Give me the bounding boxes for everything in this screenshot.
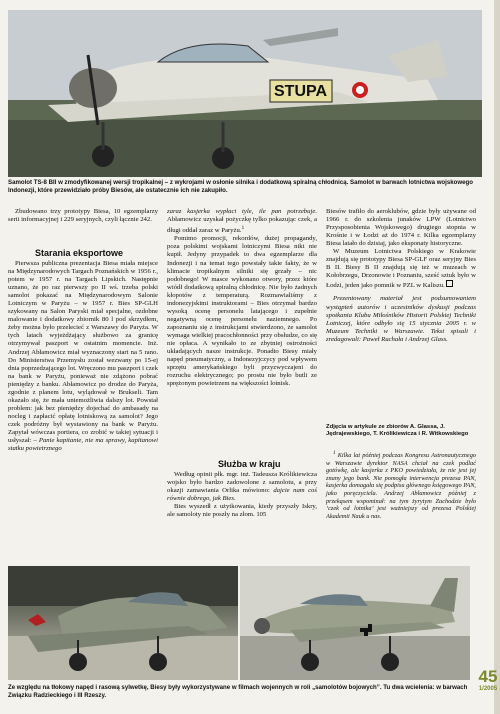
heading-sluzba-w-kraju: Służba w kraju — [218, 459, 281, 469]
col2-p1-text: Abłamowicz uzyskał pożyczkę tylko pokazując czek, a długi oddał zaraz w Paryżu. — [167, 216, 317, 235]
column-1 — [8, 208, 158, 224]
page-edge-strip — [494, 0, 500, 714]
page-number-block — [478, 668, 498, 693]
footnote-body: Kilka lat później podczas Kongresu Astronautycznego w Warszawie dyrektor NASA chciał na czek podlać gotówkę, ale kasjerka z PKO powiedziała, że nie jest jej znany jego bank. Nie pomogła interwencja prezesa PAN, kasjerka domagała się podpisu głównego księgowego PAN, jako poręczyciela. Andrzej Abłamowicz później z przekąsem wspominał: na tym żyrytym Zachodzie było ‘czek od lotnika’ jest ważniejszy od prezesa Polskiej Akademii Nauk u nas. — [326, 452, 477, 520]
col3-paragraph-3: Prezentowany materiał jest podsumowaniem wystąpień autorów i uczestników dyskusji podczas spotkania Klubu Miłośników Historii Polskiej Techniki Lotniczej, które odbyło się 15 stycznia 2005 r. w Muzeum Techniki w Warszawie. Tekst spisali i zredagowali: Paweł Ruchała i Andrzej Glass. — [326, 295, 476, 343]
col1-p2-text: Pierwsza publiczna prezentacja Biesa miała miejsce na Międzynarodowych Targach Poznańskich w 1956 r., potem w 1957 r. na Targach Lipskich. Następnie uznano, że po raz pierwszy po II wś. trzeba polski samolot pokazać na Międzynarodowym Salonie Lotniczym w Paryżu – w 1957 r. Bies SP-GLH szykowany na Salon Paryski miał specjalne, ozdobne malowanie i dodatkowy zbiornik 80 l pod skrzydłem, żeby można było przelecieć z Warszawy do Paryża. W tych latach wyjeżdżający służbowo za granicę otrzymywał paszport w ostatnim momencie. Inż. Andrzej Abłamowicz miał wyznaczony start na 5 rano. Do Ministerstwa Przemysłu został wezwany po 15-ej dnia poprzedzającego lot. Wręczono mu paszport i czek na bank w Paryżu, ponieważ nie zdążono pobrać pieniędzy z banku. Abłamowicz po drodze do Paryża, zgodnie z planem lotu, wylądował w Brukseli. Tam okazało się, że mała uniemożliwia dalszy lot. Powstał problem: jak bez pieniędzy dojechać do ambasady na nocleg i zapłacić opłatę lotniskową za samolot? Jego czek podróżny był wystawiony na bank w Paryżu. Zapytał wówczas portiera, co zrobić w takiej sytuacji i usłyszał: — [8, 260, 158, 445]
column-3 — [326, 208, 476, 344]
col2-p3-text: Według opinii płk. mgr. inż. Tadeusza Królikiewicza wojsko było bardzo zadowolone z samolotu, a przy okazji zamawiania Orlika mówiono: — [167, 471, 317, 495]
col2-p1-italic: zaraz kasjerka wypłaci tyle, ile pan potrzebuje. — [167, 208, 317, 215]
photo-credit: Zdjęcia w artykule ze zbiorów A. Glassa, J. Jędrajewskiego, T. Królikiewicza i R. Witkowskiego — [326, 424, 469, 438]
footnote-text — [326, 450, 476, 520]
aircraft-illustration-german — [240, 566, 470, 680]
footnote-marker: 1 — [333, 450, 336, 456]
col3-paragraph-2 — [326, 248, 476, 290]
top-photo — [8, 10, 482, 177]
col2-paragraph-2: Pomimo promocji, rekordów, dużej propagandy, poza polskimi wojskami lotniczymi Biesa nikt nie kupił. Jedyny przypadek to dwa egzemplarze dla Indonezji i na temat tego powstały takie fakty, że w klimacie tropikalnym silniki się grzały – nic podobnego! W masce wykonano otwory, przez które wiódł dodatkową spiralną chłodnicę. Nie było żadnych kłopotów z temperaturą. Rozmawialiśmy z indonezyjskimi instruktorami – Bies otrzymał bardzo wysoką ocenę personelu latającego i zupełnie negatywną ocenę personelu naziemnego. Po zapoznaniu się z instrukcjami stwierdzono, że samolot wymaga wielkiej pracochłonności przy obsłudze, co się nie opłaca. A wynikało to ze zbytniej ostrożności układających nasze instrukcje. Ponadto Biesy miały napęd pneumatyczny, a Indonezyjczycy pod wpływem sprzętu amerykańskiego byli przyzwyczajeni do rozruchu elektrycznego; po prostu nie było butli ze sprężonym powietrzem na większości lotnisk. — [167, 235, 317, 388]
col2-p3-italic: dajcie nam coś równie dobrego, jak Bies. — [167, 487, 317, 503]
column-2-body — [167, 471, 317, 519]
bottom-left-photo — [8, 566, 238, 680]
aircraft-registration-text: STUPA — [274, 83, 328, 100]
end-mark-icon — [446, 280, 453, 287]
bottom-right-photo — [240, 566, 470, 680]
col1-intro: Zbudowano trzy prototypy Biesa, 10 egzemplarzy serii informacyjnej i 229 seryjnych, czyli łącznie 242. — [8, 208, 158, 224]
col3-p2-text: W Muzeum Lotnictwa Polskiego w Krakowie znajdują się prototypy Biesa SP-GLF oraz seryjny Bies B II. Biesy B II znajdują się też w muzeach w Kołobrzegu, Drzonowie i Poznaniu, sześć sztuk było w Łodzi, jeden jako pomnik w PZL w Kaliszu. — [326, 248, 476, 290]
aircraft-illustration-top — [8, 10, 482, 177]
red-star-icon — [28, 614, 46, 626]
col2-paragraph-3 — [167, 471, 317, 503]
column-2 — [167, 208, 317, 388]
col1-paragraph-2 — [8, 260, 158, 453]
col1-p2-italic: – Panie kapitanie, nie ma sprawy, kapitanowi statku powietrznego — [8, 437, 158, 453]
heading-starania-eksportowe: Starania eksportowe — [35, 248, 124, 258]
col2-paragraph-4: Bies wyszedł z użytkowania, kiedy przyszły Iskry, ale samoloty nie poszły na złom. 105 — [167, 503, 317, 519]
footnote — [326, 450, 476, 520]
page-number: 45 — [478, 667, 498, 686]
aircraft-illustration-soviet — [8, 566, 238, 680]
column-1-body — [8, 260, 158, 453]
top-photo-caption: Samolot TS-8 BII w zmodyfikowanej wersji tropikalnej – z wykrojami w osłonie silnika i dodatkową spiralną chłodnicą. Samolot w barwach lotnictwa wojskowego Indonezji, które przewidziało próby Biesów, ale ostatecznie ich nie zakupiło. — [8, 179, 473, 194]
col3-paragraph-1: Biesów trafiło do aeroklubów, gdzie były używane od 1966 r. do szkolenia junaków LPW (Lotnictwo Przysposobienia Wojskowego) drugiego stopnia w Krośnie i w Łodzi aż do 1974 r. Kilka egzemplarzy Biesa latało do dzisiaj, jako eksponaty historyczne. — [326, 208, 476, 248]
issue-number: 1/2005 — [478, 686, 498, 692]
bottom-photos-caption: Ze względu na tłokowy napęd i rasową sylwetkę, Biesy były wykorzystywane w filmach wojennych w roli „samolotów bojowych”. Tu dwa wcielenia: w barwach Związku Radzieckiego i III Rzeszy. — [8, 684, 468, 699]
col2-paragraph-1: zaraz kasjerka wypłaci tyle, ile pan potrzebuje. Abłamowicz uzyskał pożyczkę tylko pokazując czek, a długi oddał zaraz w Paryżu.$^1$ — [167, 208, 317, 235]
